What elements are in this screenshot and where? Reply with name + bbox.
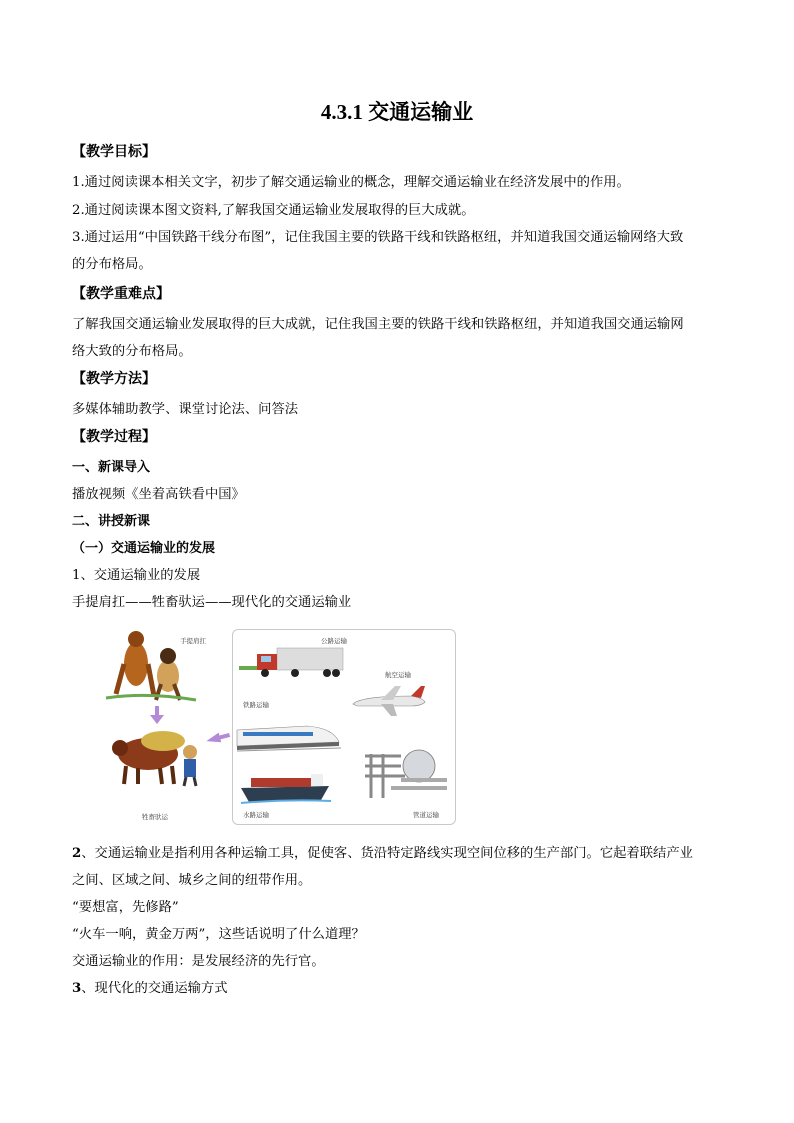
section-heading-goals: 【教学目标】 <box>72 144 156 160</box>
step-intro-text: 播放视频《坐着高铁看中国》 <box>72 487 245 502</box>
point-2-number: 2 <box>72 846 82 861</box>
transport-evolution-figure <box>106 624 458 828</box>
ship-illustration <box>241 770 331 804</box>
method-text: 多媒体辅助教学、课堂讨论法、问答法 <box>72 402 299 417</box>
label-road: 公路运输 <box>321 637 347 645</box>
goal-item-1: 1.通过阅读课本相关文字，初步了解交通运输业的概念，理解交通运输业在经济发展中的作用。 <box>72 175 630 190</box>
modern-transport-panel <box>232 629 456 825</box>
point-1-text: 手提肩扛——牲畜驮运——现代化的交通运输业 <box>72 595 352 610</box>
point-3-heading <box>72 980 228 998</box>
airplane-illustration <box>351 682 427 718</box>
point-2-line1: 、交通运输业是指利用各种运输工具，促使客、货沿特定路线实现空间位移的生产部门。它起着联结产业 <box>81 846 693 861</box>
step-heading-intro: 一、新课导入 <box>72 460 151 475</box>
key-points-line1: 了解我国交通运输业发展取得的巨大成就，记住我国主要的铁路干线和铁路枢纽，并知道我国交通运输网 <box>72 317 684 332</box>
goal-item-2: 2.通过阅读课本图文资料,了解我国交通运输业发展取得的巨大成就。 <box>72 203 475 218</box>
transport-role-text: 交通运输业的作用：是发展经济的先行官。 <box>72 954 325 969</box>
label-air: 航空运输 <box>385 671 411 679</box>
key-points-line2: 络大致的分布格局。 <box>72 344 192 359</box>
goal-item-3-line1: 3.通过运用“中国铁路干线分布图”，记住我国主要的铁路干线和铁路枢纽，并知道我国交通运输网络大致 <box>72 230 684 245</box>
section-heading-process: 【教学过程】 <box>72 429 156 445</box>
subsection-heading-development: （一）交通运输业的发展 <box>72 541 216 556</box>
step-heading-new-lesson: 二、讲授新课 <box>72 514 151 529</box>
animal-transport-illustration <box>108 726 213 788</box>
label-animal: 牲畜驮运 <box>142 813 168 821</box>
goal-item-3-line2: 的分布格局。 <box>72 257 152 272</box>
point-2-line2: 之间、区域之间、城乡之间的纽带作用。 <box>72 873 312 888</box>
truck-illustration <box>239 646 345 680</box>
point-2-paragraph <box>72 840 722 894</box>
right-arrow-icon <box>206 732 230 744</box>
point-1-heading: 1、交通运输业的发展 <box>72 568 201 583</box>
section-heading-key-points: 【教学重难点】 <box>72 286 170 302</box>
label-carry: 手提肩扛 <box>180 637 206 645</box>
point-3-text: 、现代化的交通运输方式 <box>81 981 228 996</box>
label-pipe: 管道运输 <box>413 811 439 819</box>
label-water: 水路运输 <box>243 811 269 819</box>
section-heading-method: 【教学方法】 <box>72 371 156 387</box>
pipeline-illustration <box>361 746 447 802</box>
point-3-number: 3 <box>72 981 82 996</box>
quote-1: “要想富，先修路” <box>72 900 179 915</box>
bullet-train-illustration <box>237 720 341 754</box>
label-rail: 铁路运输 <box>243 701 269 709</box>
quote-2: “火车一响，黄金万两”，这些话说明了什么道理？ <box>72 927 365 942</box>
down-arrow-icon <box>150 706 164 724</box>
page-title: 4.3.1 交通运输业 <box>320 100 474 124</box>
